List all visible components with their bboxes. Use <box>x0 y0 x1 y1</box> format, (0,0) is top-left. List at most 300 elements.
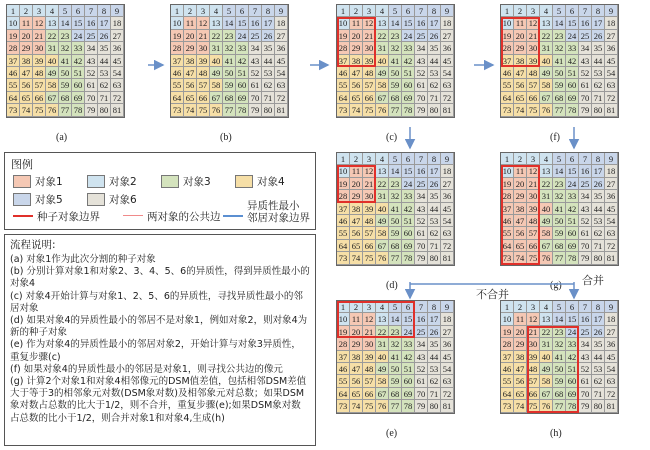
flow-step: (b) 分别计算对象1和对象2、3、4、5、6的异质性，得到异质性最小的对象4 <box>10 266 310 290</box>
grid-cell: 11 <box>514 17 527 29</box>
grid-cell: 75 <box>527 104 540 116</box>
grid-cell: 7 <box>415 153 428 165</box>
grid-cell: 36 <box>441 338 454 350</box>
grid-cell: 46 <box>337 215 350 227</box>
grid-cell: 65 <box>20 92 33 104</box>
grid-cell: 16 <box>415 313 428 325</box>
grid-cell: 28 <box>501 338 514 350</box>
grid-cell: 68 <box>389 240 402 252</box>
grid-cell: 2 <box>514 301 527 313</box>
grid-cell: 79 <box>579 252 592 264</box>
grid-cell: 41 <box>59 55 72 67</box>
grid-cell: 1 <box>337 5 350 17</box>
grid-cell: 47 <box>184 67 197 79</box>
grid-cell: 23 <box>553 326 566 338</box>
grid-cell: 5 <box>553 301 566 313</box>
grid-cell: 30 <box>363 338 376 350</box>
grid-cell: 59 <box>389 375 402 387</box>
grid-cell: 2 <box>514 5 527 17</box>
grid-cell: 69 <box>566 92 579 104</box>
grid-cell: 14 <box>389 17 402 29</box>
grid-cell: 10 <box>501 313 514 325</box>
grid-cell: 9 <box>605 5 618 17</box>
grid-cell: 48 <box>33 67 46 79</box>
grid-cell: 42 <box>402 203 415 215</box>
grid-cell: 64 <box>501 92 514 104</box>
grid-cell: 68 <box>59 92 72 104</box>
grid-cell: 34 <box>85 42 98 54</box>
grid-cell: 54 <box>275 67 288 79</box>
grid-cell: 13 <box>540 165 553 177</box>
grid-cell: 21 <box>527 30 540 42</box>
grid-cell: 72 <box>605 388 618 400</box>
grid-cell: 4 <box>376 301 389 313</box>
grid-cell: 71 <box>262 92 275 104</box>
swatch-object3 <box>161 175 179 188</box>
grid-cell: 49 <box>46 67 59 79</box>
grid-cell: 8 <box>592 5 605 17</box>
grid-panel <box>336 4 455 118</box>
grid-cell: 27 <box>605 178 618 190</box>
grid-cell: 37 <box>7 55 20 67</box>
shared-edge-line <box>123 215 143 216</box>
grid-cell: 67 <box>210 92 223 104</box>
grid-cell: 76 <box>376 104 389 116</box>
legend-seed-border: 种子对象边界 <box>37 211 100 223</box>
grid-cell: 20 <box>350 326 363 338</box>
grid-cell: 32 <box>553 338 566 350</box>
grid-cell: 23 <box>553 178 566 190</box>
grid-cell: 72 <box>605 240 618 252</box>
grid-cell: 47 <box>514 67 527 79</box>
grid-cell: 45 <box>441 55 454 67</box>
grid-cell: 63 <box>605 79 618 91</box>
grid-cell: 28 <box>171 42 184 54</box>
grid-cell: 39 <box>527 351 540 363</box>
grid-cell: 76 <box>210 104 223 116</box>
grid-cell: 47 <box>20 67 33 79</box>
grid-cell: 31 <box>376 338 389 350</box>
grid-cell: 53 <box>592 215 605 227</box>
grid-cell: 20 <box>184 30 197 42</box>
grid-cell: 7 <box>579 301 592 313</box>
grid-cell: 34 <box>415 42 428 54</box>
grid-cell: 36 <box>111 42 124 54</box>
grid-cell: 77 <box>553 104 566 116</box>
grid-cell: 50 <box>553 67 566 79</box>
grid-cell: 42 <box>566 55 579 67</box>
grid-cell: 48 <box>363 215 376 227</box>
legend-shared-edge: 两对象的公共边 <box>147 211 221 223</box>
panel-label: (d) <box>386 280 398 291</box>
grid-cell: 28 <box>501 42 514 54</box>
grid-cell: 64 <box>501 388 514 400</box>
grid-cell: 21 <box>33 30 46 42</box>
grid-cell: 57 <box>363 79 376 91</box>
grid-cell: 73 <box>337 400 350 412</box>
grid-cell: 22 <box>46 30 59 42</box>
grid-cell: 33 <box>566 42 579 54</box>
grid-cell: 51 <box>402 67 415 79</box>
grid-cell: 56 <box>20 79 33 91</box>
grid-cell: 71 <box>592 240 605 252</box>
grid-cell: 71 <box>592 92 605 104</box>
grid-cell: 15 <box>72 17 85 29</box>
grid-cell: 42 <box>72 55 85 67</box>
grid-cell: 35 <box>98 42 111 54</box>
grid-cell: 43 <box>415 55 428 67</box>
grid-cell: 50 <box>389 363 402 375</box>
grid-cell: 62 <box>428 227 441 239</box>
grid-cell: 10 <box>337 165 350 177</box>
grid-cell: 9 <box>605 153 618 165</box>
grid-cell: 6 <box>566 5 579 17</box>
grid-cell: 39 <box>363 55 376 67</box>
grid-cell: 19 <box>501 30 514 42</box>
flow-step: (e) 作为对象4的异质性最小的邻居对象2，开始计算与对象3异质性，重复步骤(c) <box>10 339 301 363</box>
grid-cell: 12 <box>527 165 540 177</box>
grid-cell: 29 <box>350 190 363 202</box>
grid-cell: 53 <box>428 67 441 79</box>
grid-cell: 10 <box>501 17 514 29</box>
grid-cell: 1 <box>501 301 514 313</box>
grid-cell: 56 <box>350 227 363 239</box>
grid-cell: 68 <box>553 388 566 400</box>
grid-cell: 3 <box>363 5 376 17</box>
grid-cell: 9 <box>275 5 288 17</box>
grid-cell: 20 <box>20 30 33 42</box>
grid-cell: 56 <box>514 79 527 91</box>
grid-cell: 31 <box>46 42 59 54</box>
grid-cell: 60 <box>566 375 579 387</box>
grid-cell: 1 <box>7 5 20 17</box>
grid-cell: 43 <box>249 55 262 67</box>
grid-cell: 21 <box>527 326 540 338</box>
grid-cell: 78 <box>402 400 415 412</box>
grid-cell: 8 <box>592 301 605 313</box>
grid-cell: 78 <box>566 252 579 264</box>
grid-cell: 40 <box>540 351 553 363</box>
grid-cell: 80 <box>428 104 441 116</box>
grid-cell: 37 <box>501 351 514 363</box>
grid-cell: 39 <box>527 55 540 67</box>
grid-cell: 7 <box>249 5 262 17</box>
grid-cell: 59 <box>389 227 402 239</box>
grid-cell: 15 <box>566 165 579 177</box>
grid-cell: 54 <box>605 363 618 375</box>
grid-cell: 49 <box>376 363 389 375</box>
grid-cell: 19 <box>171 30 184 42</box>
grid-cell: 55 <box>501 79 514 91</box>
grid-cell: 31 <box>210 42 223 54</box>
flow-title: 流程说明: <box>10 239 56 251</box>
grid-cell: 38 <box>514 351 527 363</box>
grid-cell: 51 <box>566 67 579 79</box>
grid-cell: 36 <box>605 42 618 54</box>
grid-cell: 70 <box>249 92 262 104</box>
grid-cell: 25 <box>579 326 592 338</box>
grid-cell: 44 <box>592 351 605 363</box>
grid-cell: 59 <box>223 79 236 91</box>
grid-cell: 18 <box>605 17 618 29</box>
grid-cell: 76 <box>46 104 59 116</box>
grid-cell: 67 <box>376 388 389 400</box>
grid-cell: 80 <box>592 252 605 264</box>
grid-cell: 55 <box>7 79 20 91</box>
grid-cell: 13 <box>376 165 389 177</box>
grid-cell: 79 <box>249 104 262 116</box>
grid-cell: 26 <box>262 30 275 42</box>
grid-cell: 40 <box>376 55 389 67</box>
grid-cell: 18 <box>111 17 124 29</box>
grid-cell: 81 <box>605 252 618 264</box>
grid-cell: 57 <box>363 375 376 387</box>
grid-cell: 65 <box>350 92 363 104</box>
grid-cell: 23 <box>389 326 402 338</box>
grid-cell: 70 <box>415 388 428 400</box>
grid-cell: 4 <box>540 153 553 165</box>
grid-cell: 80 <box>428 400 441 412</box>
grid-cell: 75 <box>33 104 46 116</box>
grid-cell: 43 <box>415 203 428 215</box>
grid-cell: 34 <box>579 42 592 54</box>
grid-cell: 43 <box>579 203 592 215</box>
grid-cell: 65 <box>350 240 363 252</box>
grid-cell: 4 <box>540 301 553 313</box>
grid-cell: 75 <box>363 252 376 264</box>
grid-cell: 44 <box>428 351 441 363</box>
grid-cell: 36 <box>605 190 618 202</box>
grid-cell: 5 <box>389 5 402 17</box>
grid-cell: 27 <box>441 326 454 338</box>
grid-cell: 55 <box>337 79 350 91</box>
panel-label: (e) <box>386 428 398 439</box>
grid-cell: 46 <box>171 67 184 79</box>
grid-cell: 73 <box>7 104 20 116</box>
grid-cell: 41 <box>553 203 566 215</box>
grid-cell: 44 <box>428 55 441 67</box>
grid-cell: 12 <box>527 17 540 29</box>
grid-cell: 9 <box>605 301 618 313</box>
grid-cell: 32 <box>59 42 72 54</box>
grid-cell: 61 <box>415 375 428 387</box>
grid-cell: 3 <box>527 301 540 313</box>
grid-cell: 34 <box>579 190 592 202</box>
grid-cell: 8 <box>262 5 275 17</box>
grid-cell: 31 <box>376 190 389 202</box>
grid-cell: 22 <box>376 178 389 190</box>
legend-object1: 对象1 <box>35 176 63 188</box>
grid-cell: 49 <box>540 67 553 79</box>
grid-cell: 70 <box>415 240 428 252</box>
grid-cell: 31 <box>376 42 389 54</box>
grid-cell: 52 <box>85 67 98 79</box>
swatch-object2 <box>87 175 105 188</box>
grid-cell: 15 <box>402 313 415 325</box>
grid-cell: 43 <box>579 351 592 363</box>
grid-cell: 14 <box>389 313 402 325</box>
grid-cell: 52 <box>579 215 592 227</box>
grid-cell: 39 <box>363 351 376 363</box>
grid-cell: 78 <box>236 104 249 116</box>
grid-cell: 28 <box>337 42 350 54</box>
grid-cell: 2 <box>350 5 363 17</box>
grid-cell: 8 <box>428 5 441 17</box>
grid-cell: 35 <box>428 338 441 350</box>
grid-cell: 17 <box>428 313 441 325</box>
swatch-object6 <box>87 193 105 206</box>
grid-cell: 81 <box>605 400 618 412</box>
grid-cell: 43 <box>85 55 98 67</box>
grid-cell: 47 <box>350 215 363 227</box>
grid-cell: 23 <box>59 30 72 42</box>
grid-cell: 51 <box>566 215 579 227</box>
grid-cell: 67 <box>376 92 389 104</box>
grid-cell: 11 <box>514 313 527 325</box>
grid-cell: 50 <box>223 67 236 79</box>
grid-cell: 5 <box>389 301 402 313</box>
grid-cell: 8 <box>98 5 111 17</box>
grid-cell: 77 <box>223 104 236 116</box>
grid-cell: 58 <box>540 79 553 91</box>
grid-cell: 57 <box>33 79 46 91</box>
grid-cell: 37 <box>337 203 350 215</box>
grid-cell: 56 <box>514 375 527 387</box>
grid-cell: 75 <box>363 104 376 116</box>
grid-cell: 52 <box>415 215 428 227</box>
flow-step: (g) 计算2个对象1和对象4相邻像元的DSM值差值，包括相邻DSM差值大于等于3的相邻象元对数(DSM象对数)及相邻象元对总数；如果DSM象对数占总数的比大于1/2，则不合并，重复步骤(e);如果DSM象对数占总数的比小于1/2，则合并对象1和对象4,生成(h) <box>10 376 307 424</box>
grid-cell: 34 <box>415 190 428 202</box>
grid-cell: 63 <box>441 375 454 387</box>
grid-cell: 44 <box>98 55 111 67</box>
grid-cell: 78 <box>402 104 415 116</box>
grid-cell: 30 <box>527 190 540 202</box>
grid-cell: 46 <box>501 363 514 375</box>
grid-cell: 45 <box>441 351 454 363</box>
grid-cell: 58 <box>210 79 223 91</box>
grid-cell: 11 <box>350 17 363 29</box>
grid-cell: 75 <box>197 104 210 116</box>
grid-cell: 48 <box>197 67 210 79</box>
legend-object6: 对象6 <box>109 194 137 206</box>
grid-cell: 55 <box>501 375 514 387</box>
grid-cell: 32 <box>389 42 402 54</box>
grid-cell: 24 <box>402 178 415 190</box>
grid-cell: 58 <box>376 375 389 387</box>
grid-cell: 49 <box>376 215 389 227</box>
grid-panel <box>500 4 619 118</box>
grid-cell: 5 <box>223 5 236 17</box>
grid-cell: 33 <box>402 338 415 350</box>
grid-cell: 80 <box>262 104 275 116</box>
grid-cell: 70 <box>579 388 592 400</box>
grid-cell: 78 <box>402 252 415 264</box>
grid-cell: 19 <box>337 326 350 338</box>
grid-cell: 19 <box>337 178 350 190</box>
swatch-object4 <box>235 175 253 188</box>
grid-cell: 62 <box>262 79 275 91</box>
grid-cell: 6 <box>236 5 249 17</box>
grid-cell: 6 <box>402 5 415 17</box>
grid-cell: 33 <box>566 190 579 202</box>
grid-cell: 66 <box>363 240 376 252</box>
grid-cell: 22 <box>540 30 553 42</box>
grid-cell: 17 <box>428 17 441 29</box>
grid-cell: 68 <box>553 240 566 252</box>
grid-cell: 45 <box>441 203 454 215</box>
grid-cell: 35 <box>592 190 605 202</box>
grid-panel <box>500 152 619 266</box>
grid-cell: 66 <box>527 388 540 400</box>
grid-cell: 18 <box>441 165 454 177</box>
grid-cell: 80 <box>592 104 605 116</box>
grid-cell: 69 <box>566 240 579 252</box>
grid-cell: 3 <box>363 301 376 313</box>
grid-cell: 64 <box>337 388 350 400</box>
grid-cell: 64 <box>171 92 184 104</box>
grid-cell: 63 <box>111 79 124 91</box>
grid-cell: 61 <box>579 79 592 91</box>
grid-cell: 38 <box>350 55 363 67</box>
grid-cell: 47 <box>514 215 527 227</box>
panel-label: (b) <box>220 132 232 143</box>
grid-cell: 62 <box>592 375 605 387</box>
grid-cell: 64 <box>501 240 514 252</box>
grid-cell: 63 <box>441 79 454 91</box>
grid-cell: 27 <box>605 326 618 338</box>
grid-cell: 26 <box>428 326 441 338</box>
grid-cell: 41 <box>389 55 402 67</box>
grid-cell: 73 <box>501 104 514 116</box>
grid-cell: 57 <box>527 375 540 387</box>
legend-object3: 对象3 <box>183 176 211 188</box>
grid-cell: 40 <box>540 55 553 67</box>
grid-cell: 29 <box>184 42 197 54</box>
grid-cell: 37 <box>501 55 514 67</box>
grid-cell: 71 <box>592 388 605 400</box>
grid-cell: 65 <box>350 388 363 400</box>
grid-cell: 61 <box>415 79 428 91</box>
grid-cell: 1 <box>171 5 184 17</box>
grid-cell: 59 <box>59 79 72 91</box>
grid-cell: 31 <box>540 338 553 350</box>
grid-cell: 16 <box>85 17 98 29</box>
no-merge-label: 不合并 <box>476 288 509 301</box>
grid-cell: 1 <box>337 301 350 313</box>
grid-cell: 18 <box>275 17 288 29</box>
grid-cell: 44 <box>592 55 605 67</box>
grid-cell: 48 <box>527 215 540 227</box>
grid-cell: 73 <box>337 104 350 116</box>
grid-cell: 78 <box>566 400 579 412</box>
grid-cell: 5 <box>389 153 402 165</box>
grid-cell: 63 <box>605 375 618 387</box>
grid-cell: 16 <box>579 17 592 29</box>
grid-cell: 19 <box>337 30 350 42</box>
grid-cell: 75 <box>527 252 540 264</box>
grid-cell: 5 <box>59 5 72 17</box>
grid-cell: 2 <box>184 5 197 17</box>
grid-cell: 46 <box>337 363 350 375</box>
grid-cell: 53 <box>98 67 111 79</box>
grid-cell: 27 <box>111 30 124 42</box>
grid-cell: 15 <box>236 17 249 29</box>
grid-cell: 54 <box>441 363 454 375</box>
grid-cell: 59 <box>553 375 566 387</box>
grid-cell: 13 <box>376 313 389 325</box>
grid-cell: 77 <box>59 104 72 116</box>
grid-cell: 79 <box>415 252 428 264</box>
